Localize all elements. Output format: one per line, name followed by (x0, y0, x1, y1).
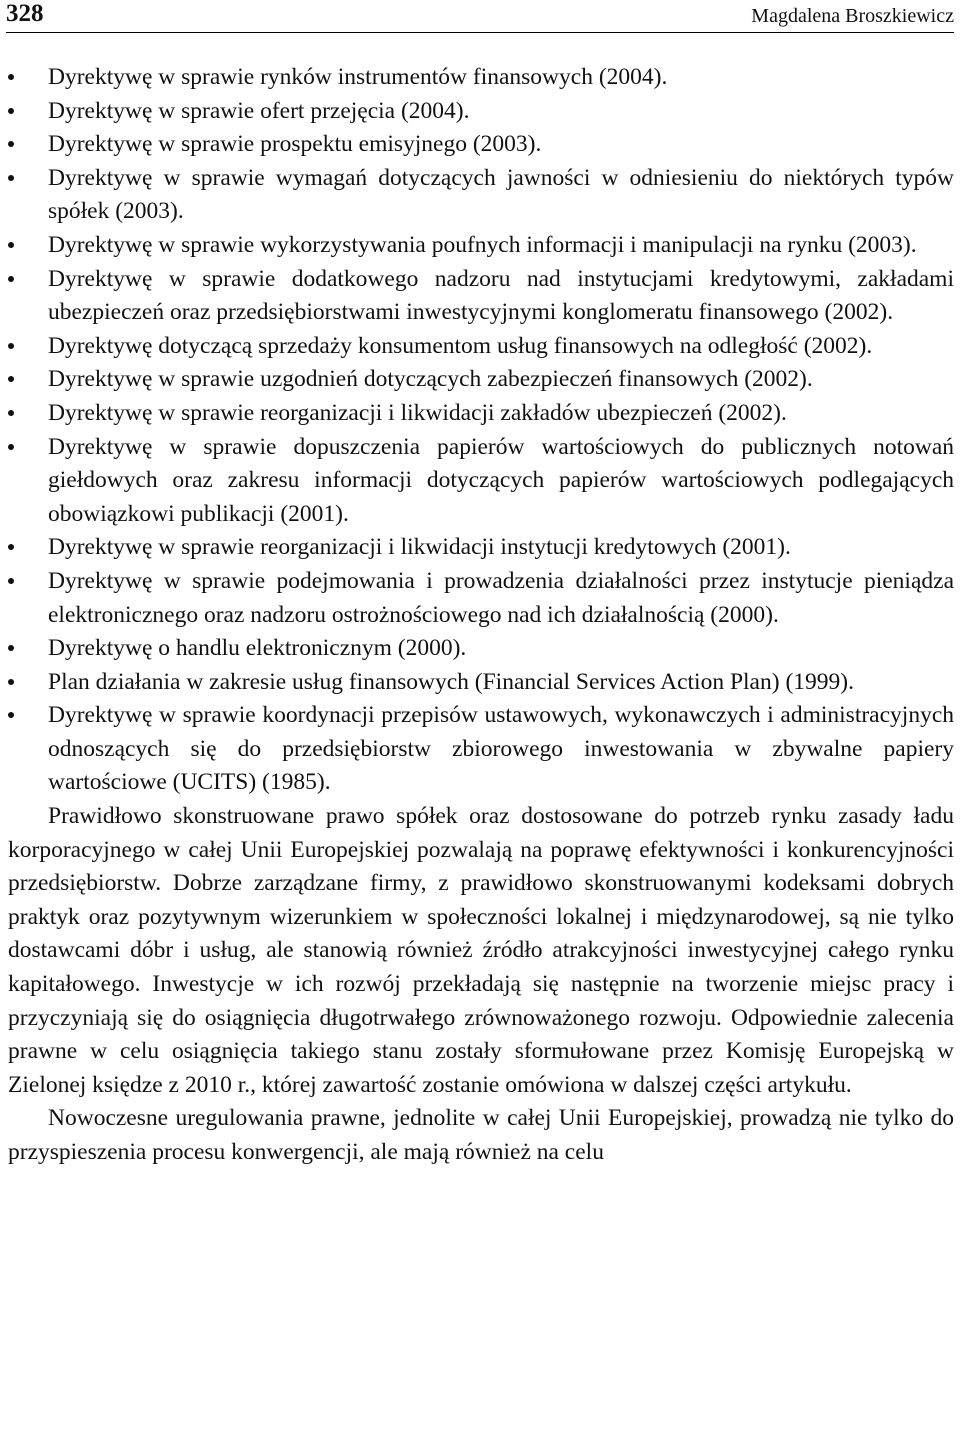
list-item-text: Dyrektywę w sprawie rynków instrumentów finansowych (2004). (48, 64, 668, 90)
bullet-icon (8, 578, 14, 584)
page-number: 328 (6, 0, 44, 27)
list-item (8, 229, 954, 263)
list-item-text: Dyrektywę w sprawie prospektu emisyjnego (2003). (48, 131, 542, 158)
body-paragraph: Prawidłowo skonstruowane prawo spółek oraz dostosowane do potrzeb rynku zasady ładu korporacyjnego w całej Unii Europejskiej pozwalają na poprawę efektywności i konkurencyjności przedsiębiorstw. Dobrze zarządzane firmy, z prawidłowo skonstruowanymi kodeksami dobrych praktyk oraz pozytywnym wizerunkiem w społeczności lokalnej i międzynarodowej, są nie tylko dostawcami dóbr i usług, ale stanowią również źródło atrakcyjności inwestycyjnej całego rynku kapitałowego. Inwestycje w ich rozwój przekładają się następnie na tworzenie miejsc pracy i przyczyniają się do osiągnięcia długotrwałego zrównoważonego rozwoju. Odpowiednie zalecenia prawne w celu osiągnięcia takiego stanu zostały sformułowane przez Komisję Europejską w Zielonej księdze z 2010 r., której zawartość zostanie omówiona w dalszej części artykułu. (8, 803, 954, 1098)
bullet-icon (8, 376, 14, 382)
list-item-text: Dyrektywę dotyczącą sprzedaży konsumentom usług finansowych na odległość (2002). (48, 332, 873, 359)
list-item-text: Dyrektywę o handlu elektronicznym (2000). (48, 635, 467, 662)
list-item-text: Dyrektywę w sprawie wykorzystywania poufnych informacji i manipulacji na rynku (2003). (48, 231, 917, 258)
bullet-icon (8, 108, 14, 114)
bullet-icon (8, 410, 14, 416)
list-item-text: Dyrektywę w sprawie reorganizacji i likwidacji instytucji kredytowych (2001). (48, 534, 791, 561)
bullet-icon (8, 175, 14, 181)
bullet-icon (8, 74, 14, 80)
list-item-text: Dyrektywę w sprawie ofert przejęcia (2004). (48, 97, 470, 124)
running-head-author: Magdalena Broszkiewicz (751, 5, 954, 27)
directive-list (8, 61, 954, 800)
bullet-icon (8, 141, 14, 147)
page-body (8, 61, 954, 1170)
list-item (8, 531, 954, 565)
bullet-icon (8, 712, 14, 718)
list-item-text: Dyrektywę w sprawie podejmowania i prowadzenia działalności przez instytucje pieniądza elektronicznego oraz nadzoru ostrożnościowego nad ich działalnością (2000). (48, 567, 954, 628)
list-item-text: Dyrektywę w sprawie reorganizacji i likwidacji zakładów ubezpieczeń (2002). (48, 399, 787, 426)
list-item (8, 363, 954, 397)
bullet-icon (8, 242, 14, 248)
list-item (8, 128, 954, 162)
list-item (8, 397, 954, 431)
bullet-icon (8, 444, 14, 450)
page-header (6, 0, 954, 33)
body-paragraph: Nowoczesne uregulowania prawne, jednolite w całej Unii Europejskiej, prowadzą nie tylko do przyspieszenia procesu konwergencji, ale mają również na celu (8, 1105, 954, 1165)
list-item (8, 666, 954, 700)
list-item (8, 61, 954, 95)
list-item (8, 699, 954, 800)
list-item-text: Plan działania w zakresie usług finansowych (Financial Services Action Plan) (1999). (48, 668, 854, 695)
bullet-icon (8, 679, 14, 685)
list-item-text: Dyrektywę w sprawie uzgodnień dotyczących zabezpieczeń finansowych (2002). (48, 366, 813, 393)
bullet-icon (8, 544, 14, 550)
bullet-icon (8, 276, 14, 282)
list-item (8, 263, 954, 330)
list-item (8, 162, 954, 229)
list-item (8, 330, 954, 364)
list-item-text: Dyrektywę w sprawie dodatkowego nadzoru nad instytucjami kredytowymi, zakładami ubezpieczeń oraz przedsiębiorstwami inwestycyjnymi konglomeratu finansowego (2002). (48, 265, 954, 326)
list-item-text: Dyrektywę w sprawie dopuszczenia papierów wartościowych do publicznych notowań giełdowych oraz zakresu informacji dotyczących papierów wartościowych podlegających obowiązkowi publikacji (2001). (48, 433, 954, 527)
list-item (8, 95, 954, 129)
list-item-text: Dyrektywę w sprawie koordynacji przepisów ustawowych, wykonawczych i administracyjnych odnoszących się do przedsiębiorstw zbiorowego inwestowania w zbywalne papiery wartościowe (UCITS) (1985). (48, 702, 954, 796)
list-item (8, 431, 954, 532)
bullet-icon (8, 645, 14, 651)
list-item-text: Dyrektywę w sprawie wymagań dotyczących jawności w odniesieniu do niektórych typów spółek (2003). (48, 164, 954, 225)
bullet-icon (8, 343, 14, 349)
list-item (8, 632, 954, 666)
list-item (8, 565, 954, 632)
